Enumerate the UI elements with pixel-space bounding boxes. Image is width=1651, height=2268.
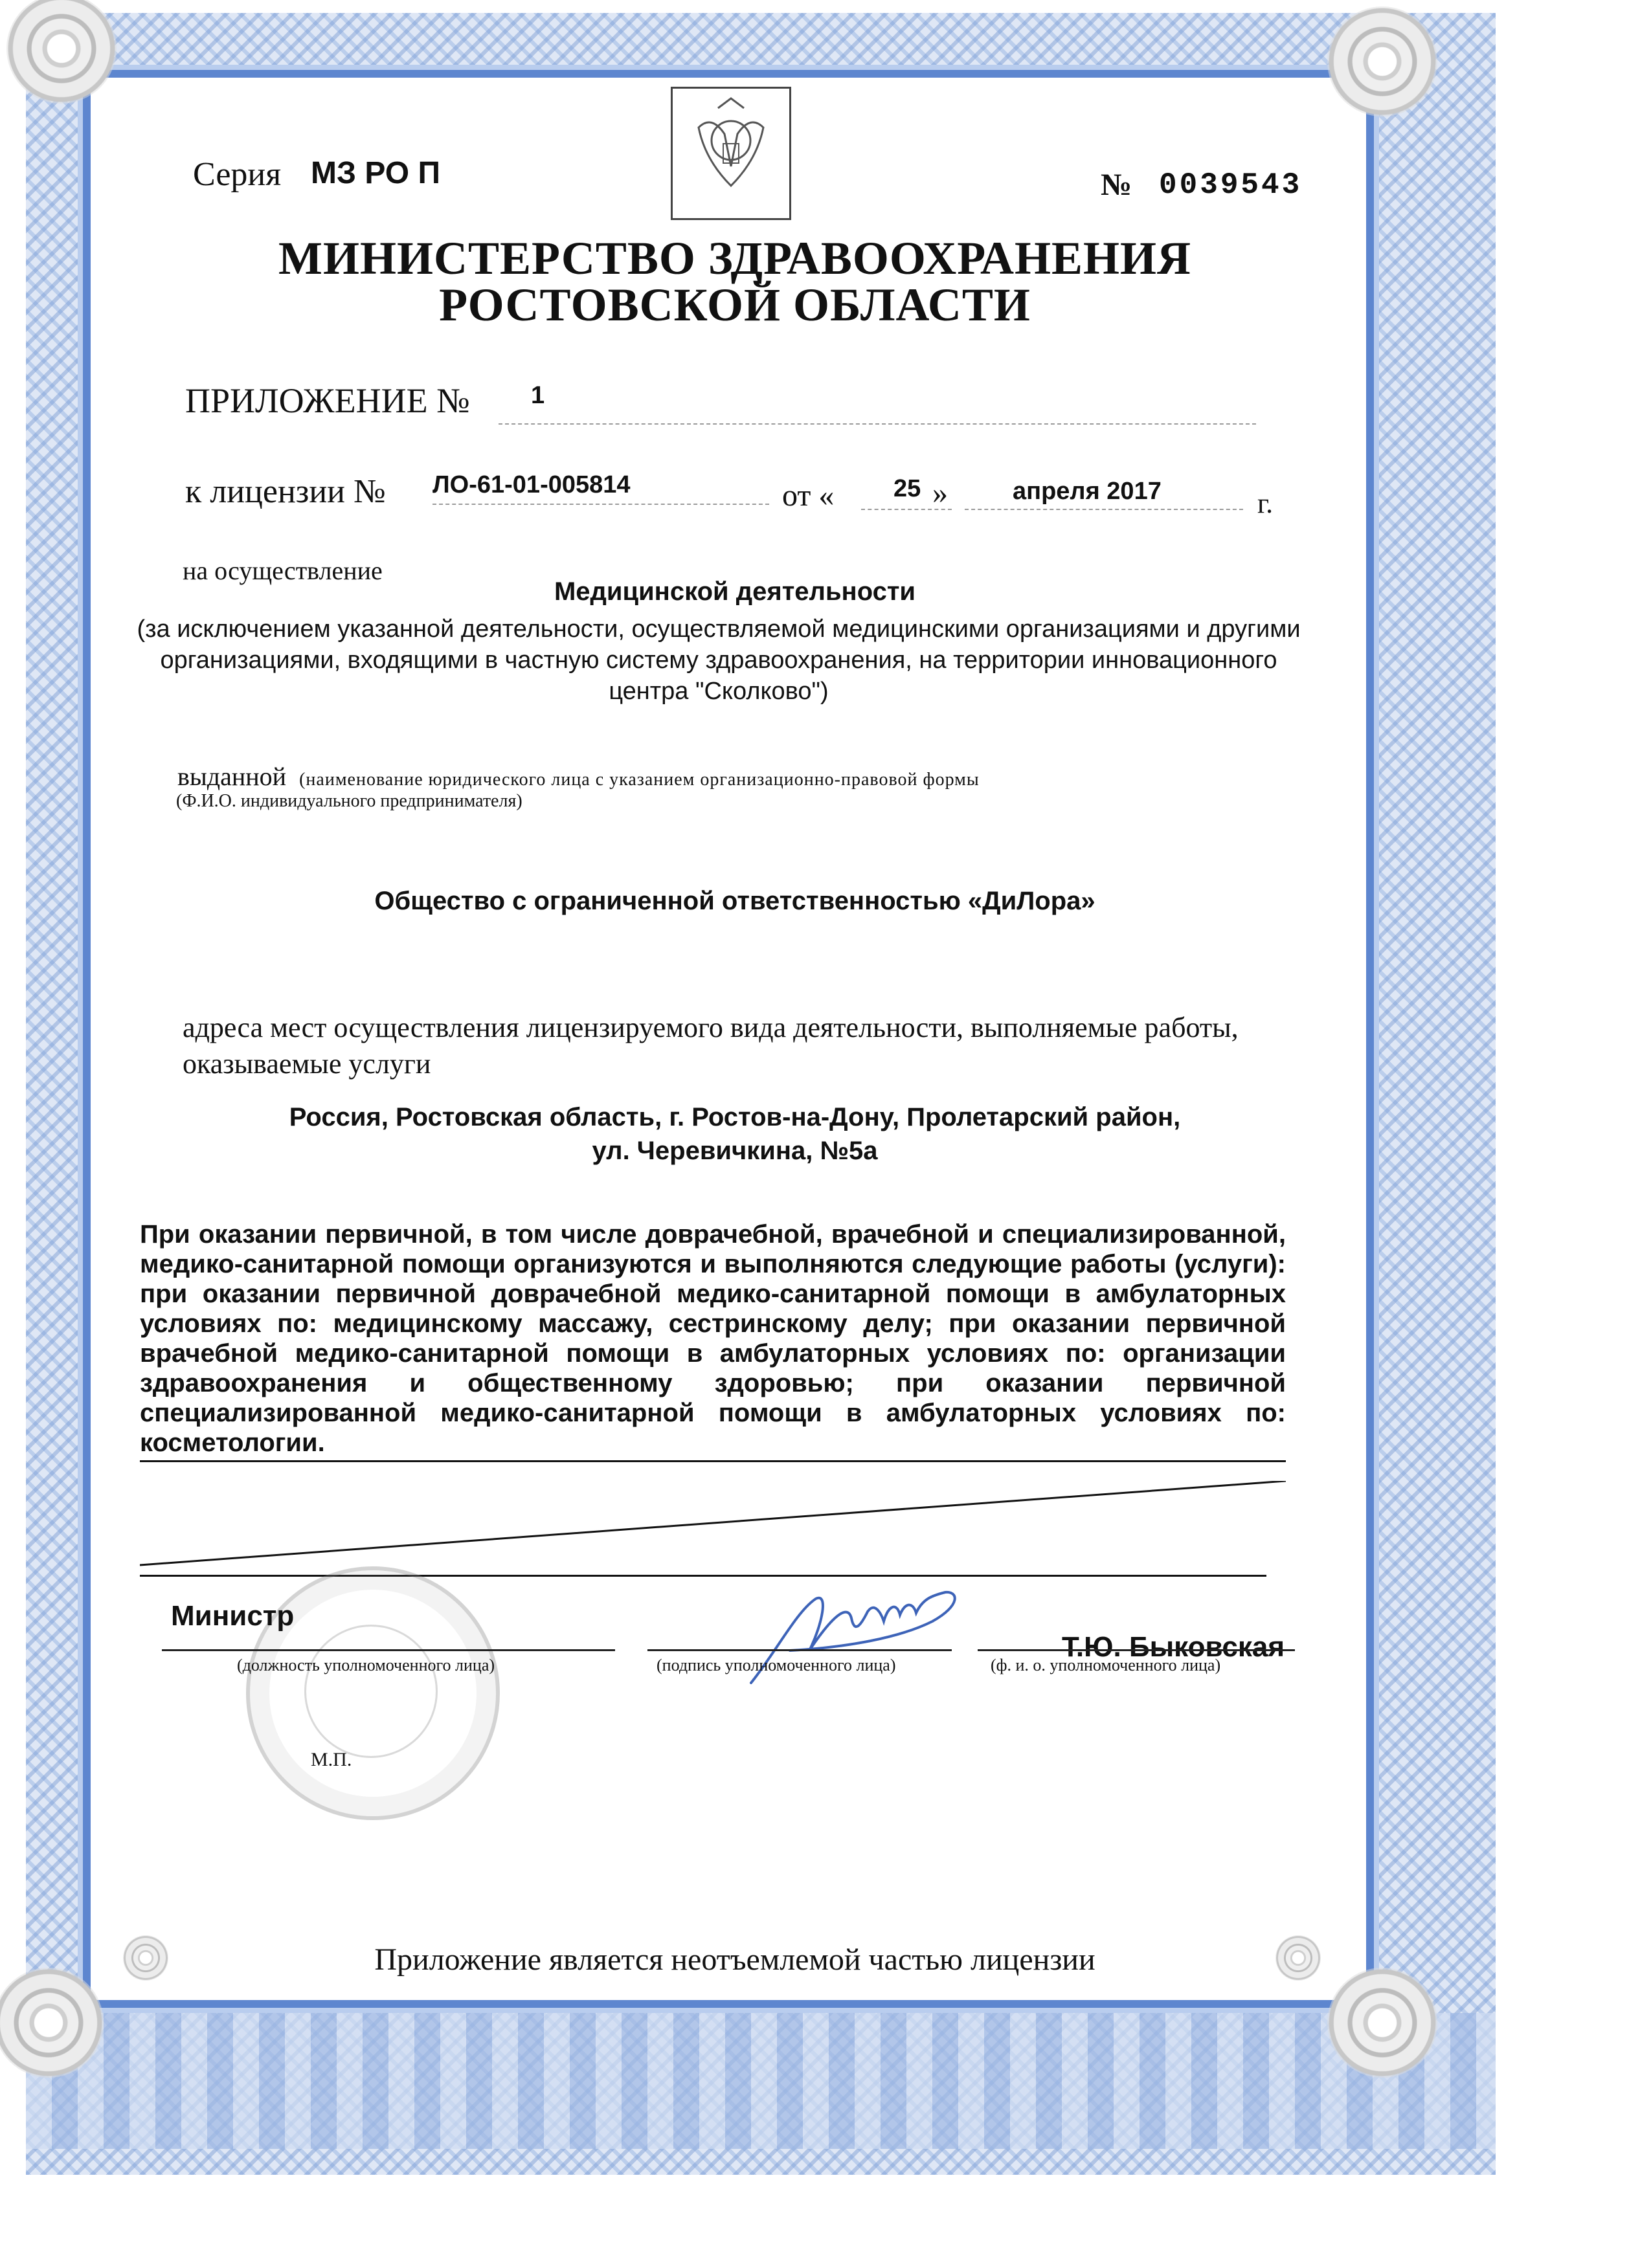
appendix-label: ПРИЛОЖЕНИЕ № (185, 381, 470, 420)
license-year-suffix: г. (1257, 487, 1274, 519)
issued-row (177, 761, 980, 792)
license-number-underline (432, 504, 769, 505)
signatory-name: Т.Ю. Быковская (1062, 1631, 1285, 1663)
signatory-position: Министр (171, 1600, 295, 1632)
license-day: 25 (893, 475, 921, 502)
name-line (978, 1649, 1295, 1651)
signature-caption: (подпись уполномоченного лица) (657, 1656, 896, 1674)
address-line-2: ул. Черевичкина, №5а (592, 1137, 878, 1165)
address-label: адреса мест осуществления лицензируемого вида деятельности, выполняемые работы, оказываемые услуги (183, 1012, 1239, 1080)
official-seal-inner (304, 1625, 438, 1758)
license-label: к лицензии № (185, 473, 386, 510)
issued-note: (наименование юридического лица с указанием организационно-правовой формы (299, 770, 980, 790)
issued-label: выданной (177, 762, 287, 791)
series-label: Серия (193, 156, 282, 193)
license-month-underline (965, 509, 1243, 510)
coat-of-arms-emblem (671, 87, 791, 220)
license-month-year: апреля 2017 (1013, 478, 1162, 505)
position-caption: (должность уполномоченного лица) (237, 1656, 495, 1674)
handwritten-signature (738, 1573, 971, 1702)
license-day-underline (861, 509, 952, 510)
form-number: 0039543 (1159, 168, 1303, 202)
purpose-label: на осуществление (183, 556, 383, 585)
issued-note-fio: (Ф.И.О. индивидуального предпринимателя) (176, 791, 522, 811)
license-number: ЛО-61-01-005814 (432, 471, 631, 498)
appendix-underline (499, 423, 1256, 425)
ministry-title-line-1: МИНИСТЕРСТВО ЗДРАВООХРАНЕНИЯ (278, 232, 1192, 284)
blank-space-bottom-line (140, 1575, 1266, 1577)
number-label: № (1101, 168, 1132, 202)
corner-rosette-bottom-right (1327, 1968, 1437, 2078)
license-date-label: от « (782, 478, 835, 513)
signature-line (647, 1649, 952, 1651)
address-value (0, 1100, 1470, 1168)
ministry-title-line-2: РОСТОВСКОЙ ОБЛАСТИ (439, 279, 1031, 331)
seal-place-label: М.П. (311, 1749, 352, 1770)
decorative-bottom-strip (26, 2013, 1496, 2149)
license-day-close-quote: » (932, 476, 948, 510)
corner-rosette-top-right (1327, 6, 1437, 117)
activity-exclusion-note: (за исключением указанной деятельности, осуществляемой медицинскими организациями и другими организациями, входящими в частную систему здравоохранения, на территории инновационного центра "Сколково") (137, 616, 1301, 705)
address-line-1: Россия, Ростовская область, г. Ростов-на-Дону, Пролетарский район, (289, 1103, 1181, 1131)
footer-note: Приложение является неотъемлемой частью лицензии (374, 1942, 1095, 1977)
name-caption: (ф. и. о. уполномоченного лица) (991, 1656, 1221, 1674)
organization-name: Общество с ограниченной ответственностью «ДиЛора» (374, 887, 1095, 915)
position-line (162, 1649, 615, 1651)
blank-space-z-line (140, 1481, 1286, 1572)
services-text: При оказании первичной, в том числе доврачебной, врачебной и специализированной, медико-санитарной помощи организуются и выполняются следующие работы (услуги): при оказании первичной доврачебной медико-санитарной помощи в амбулаторных условиях по: медицинскому массажу, сестринскому делу; при оказании первичной врачебной медико-санитарной помощи в амбулаторных условиях по: организации здравоохранения и общественному здоровью; при оказании первичной специализированной медико-санитарной помощи в амбулаторных условиях по: косметологии. (140, 1220, 1286, 1457)
appendix-number: 1 (531, 382, 545, 409)
series-value: МЗ РО П (311, 156, 440, 190)
activity-type: Медицинской деятельности (554, 577, 916, 606)
services-underline (140, 1460, 1286, 1462)
